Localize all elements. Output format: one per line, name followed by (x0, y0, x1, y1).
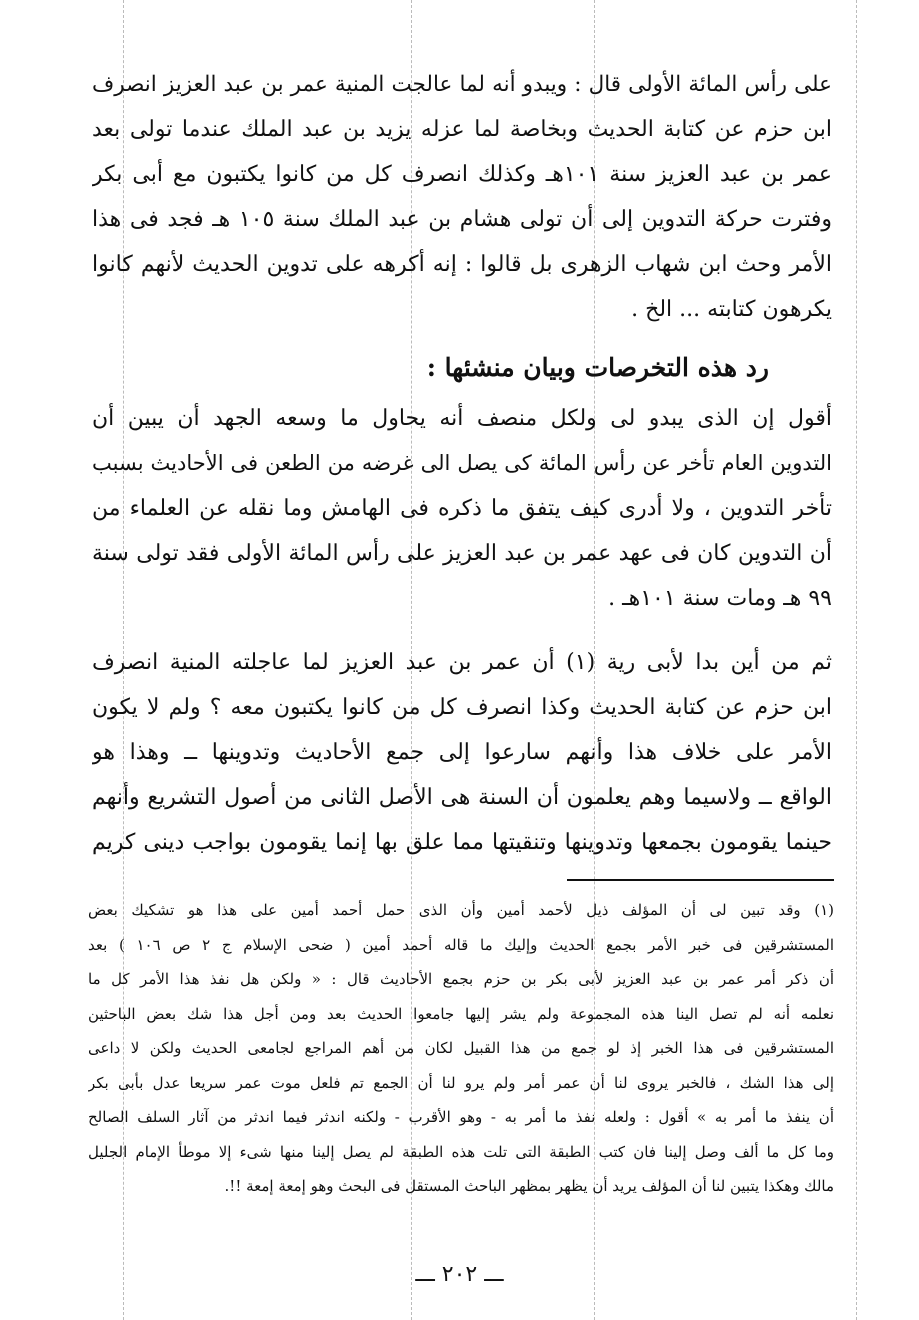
text-line: أقول إن الذى يبدو لى ولكل منصف أنه يحاول ما وسعه الجهد أن يبين أن (92, 406, 832, 431)
text-line: على رأس المائة الأولى قال : ويبدو أنه لما عالجت المنية عمر بن عبد العزيز انصرف (92, 72, 832, 97)
paragraph-continued (92, 62, 832, 332)
text-line: وفترت حركة التدوين إلى أن تولى هشام بن عبد الملك سنة ١٠٥ هـ فجد فى هذا (92, 207, 832, 232)
text-line: الواقع ــ ولاسيما وهم يعلمون أن السنة هى الأصل الثانى من أصول التشريع وأنهم (92, 785, 832, 810)
footnote-line: أن ينفذ ما أمر به » أقول : ولعله نفذ ما أمر به - وهو الأقرب - ولكنه اندثر فيما اندثر من آثار السلف الصالح (88, 1108, 834, 1126)
text-line: التدوين العام تأخر عن رأس المائة كى يصل الى غرضه من الطعن فى الأحاديث بسبب (92, 451, 832, 475)
text-line: يكرهون كتابته ... الخ . (631, 297, 832, 322)
footnote (88, 893, 834, 1204)
footnote-line: أن ذكر أمر عمر بن عبد العزيز لأبى بكر بن حزم بجمع الأحاديث قال : « ولكن هل نفذ هذا الأمر كل ما (88, 970, 834, 988)
footnote-line: مالك وهكذا يتبين لنا أن المؤلف يريد أن يظهر بمظهر الباحث المستقل فى البحث وهو إمعة إمعة !!. (224, 1177, 834, 1195)
text-line: أن التدوين كان فى عهد عمر بن عبد العزيز على رأس المائة الأولى فقد تولى سنة (92, 541, 832, 566)
text-line: ثم من أين بدا لأبى رية (١) أن عمر بن عبد العزيز لما عاجلته المنية انصرف (92, 650, 832, 675)
text-line: حينما يقومون بجمعها وتدوينها وتنقيتها مما علق بها إنما يقومون بواجب دينى كريم (92, 830, 832, 855)
section-heading: رد هذه التخرصات وبيان منشئها : (426, 353, 769, 382)
footnote-line: نعلمه أنه لم تصل الينا هذه المجموعة ولم يشر إليها جامعوا الحديث بعد ومن أجل هذا شك بعض الباحثين (88, 1004, 834, 1023)
text-line: الأمر وحث ابن شهاب الزهرى بل قالوا : إنه أكرهه على تدوين الحديث لأنهم كانوا (92, 252, 832, 277)
text-line: تأخر التدوين ، ولا أدرى كيف يتفق ما ذكره فى الهامش وما نقله عن العلماء من (92, 496, 832, 521)
footnote-line: المستشرقين فى خبر الأمر بجمع الحديث وإليك ما قاله أحمد أمين ( ضحى الإسلام ج ٢ ص ١٠٦ ) بعد (88, 935, 834, 954)
page-number: ـــ ٢٠٢ ـــ (415, 1262, 504, 1287)
footnote-line: وما كل ما ألف وصل إلينا فان كتب الطبقة التى تلت هذه الطبقة لم يصل إلينا منها شىء إلا موطأ الإمام الجليل (88, 1142, 834, 1161)
paragraph-3 (92, 640, 832, 865)
paragraph-2 (92, 396, 832, 621)
text-line: ٩٩ هـ ومات سنة ١٠١هـ . (608, 586, 832, 611)
text-line: الأمر على خلاف هذا وأنهم سارعوا إلى جمع الأحاديث وتدوينها ــ وهذا هو (92, 740, 832, 765)
text-line: ابن حزم عن كتابة الحديث وبخاصة لما عزله يزيد بن عبد الملك عندما تولى بعد (92, 117, 832, 142)
scan-guide-line (856, 0, 857, 1320)
footnote-separator (567, 879, 834, 881)
footnote-line: المستشرقين فى هذا الخبر إذ لو جمع من هذا القبيل لكان من أهم المراجع لجامعى الحديث ولكن لا داعى (88, 1039, 834, 1057)
text-line: ابن حزم عن كتابة الحديث وكذا انصرف كل من كانوا يكتبون معه ؟ ولم لا يكون (92, 695, 832, 720)
text-line: عمر بن عبد العزيز سنة ١٠١هـ وكذلك انصرف كل من كانوا يكتبون مع أبى بكر (92, 162, 832, 187)
footnote-line: (١) وقد تبين لى أن المؤلف ذيل لأحمد أمين وأن الذى حمل أحمد أمين على هذا هو تشكيك بعض (88, 901, 834, 919)
footnote-line: إلى هذا الشك ، فالخبر يروى لنا أن عمر أمر ولم يرو لنا أن الجمع تم فلعل موت عمر سريعا عدل بأبى بكر (88, 1073, 834, 1092)
